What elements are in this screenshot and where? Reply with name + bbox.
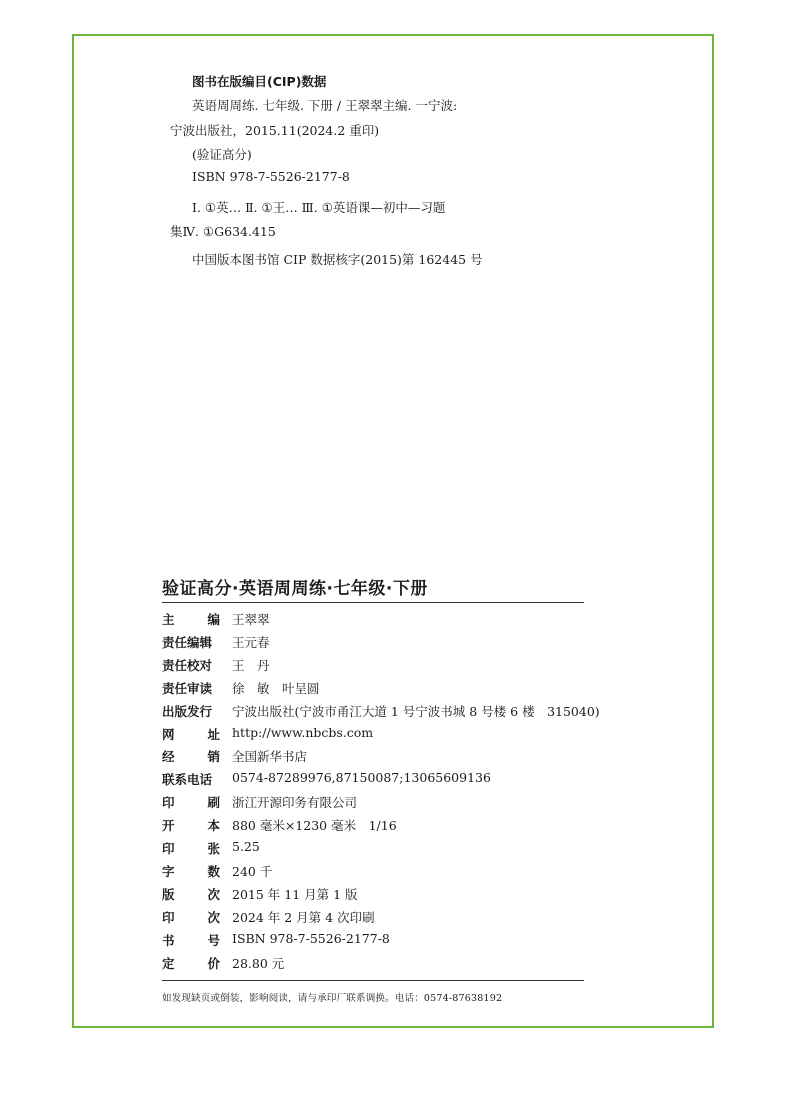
imprint-label [162, 954, 220, 972]
imprint-value: 王 丹 [232, 657, 270, 673]
imprint-row [162, 908, 592, 930]
imprint-label [162, 656, 220, 674]
imprint-value: 880 毫米×1230 毫米 1/16 [232, 818, 397, 834]
imprint-label-part: 次 [207, 909, 220, 925]
imprint-label-part: 网 [162, 726, 175, 742]
imprint-label [162, 862, 220, 880]
title-rule [162, 602, 584, 603]
cip-line-1: 英语周周练. 七年级. 下册 / 王翠翠主编. 一宁波: [192, 98, 458, 113]
imprint-value: 浙江开源印务有限公司 [232, 795, 358, 811]
imprint-value: 28.80 元 [232, 955, 285, 971]
imprint-row [162, 610, 592, 632]
imprint-value: 王元春 [232, 634, 270, 650]
imprint-label [162, 702, 220, 720]
imprint-label [162, 931, 220, 949]
imprint-label [162, 908, 220, 926]
imprint-label-part: 号 [207, 932, 220, 948]
imprint-row [162, 954, 592, 976]
imprint-label [162, 679, 220, 697]
imprint-row [162, 770, 592, 792]
imprint-row [162, 633, 592, 655]
imprint-value: 2024 年 2 月第 4 次印刷 [232, 909, 375, 925]
imprint-row [162, 862, 592, 884]
imprint-value: 王翠翠 [232, 612, 270, 627]
imprint-value: http://www.nbcbs.com [232, 724, 374, 740]
imprint-label-part: 联系电话 [162, 772, 213, 788]
imprint-label [162, 816, 220, 834]
imprint-label-part: 经 [162, 749, 175, 765]
imprint-value: ISBN 978-7-5526-2177-8 [232, 930, 390, 946]
imprint-label-part: 印 [162, 841, 175, 856]
imprint-label-part: 价 [207, 955, 220, 971]
imprint-label-part: 销 [207, 749, 220, 765]
imprint-label [162, 793, 220, 811]
imprint-value: 0574-87289976,87150087;13065609136 [232, 770, 491, 786]
imprint-label [162, 725, 220, 743]
imprint-row [162, 702, 600, 724]
imprint-label-part: 字 [162, 863, 175, 879]
imprint-label-part: 址 [207, 726, 220, 742]
imprint-row [162, 725, 592, 747]
imprint-value: 240 千 [232, 863, 273, 879]
imprint-label-part: 印 [162, 909, 175, 925]
book-title: 验证高分·英语周周练·七年级·下册 [162, 579, 428, 599]
imprint-row [162, 839, 592, 861]
imprint-label [162, 610, 220, 628]
imprint-label-part: 出版发行 [162, 703, 213, 719]
imprint-label [162, 770, 220, 788]
cip-title: 图书在版编目(CIP)数据 [192, 74, 327, 89]
imprint-row [162, 816, 592, 838]
cip-class-line-1: Ⅰ. ①英… Ⅱ. ①王… Ⅲ. ①英语课—初中—习题 [192, 200, 446, 215]
imprint-label-part: 编 [207, 612, 220, 627]
imprint-label-part: 定 [162, 955, 175, 971]
page-frame [72, 34, 714, 1028]
imprint-row [162, 656, 592, 678]
imprint-label [162, 747, 220, 765]
imprint-label-part: 责任校对 [162, 657, 213, 673]
imprint-label-part: 本 [207, 818, 220, 834]
imprint-value: 全国新华书店 [232, 749, 308, 765]
cip-class-line-2: 集Ⅳ. ①G634.415 [170, 224, 276, 239]
imprint-label-part: 数 [207, 863, 220, 879]
imprint-label-part: 书 [162, 932, 175, 948]
imprint-label-part: 开 [162, 818, 175, 834]
imprint-label [162, 839, 220, 857]
cip-verify-line: 中国版本图书馆 CIP 数据核字(2015)第 162445 号 [192, 252, 483, 267]
imprint-label-part: 责任审读 [162, 680, 213, 696]
imprint-label-part: 责任编辑 [162, 634, 213, 650]
imprint-row [162, 747, 592, 769]
cip-line-3: (验证高分) [192, 147, 252, 162]
imprint-label [162, 633, 220, 651]
imprint-row [162, 793, 592, 815]
imprint-value: 2015 年 11 月第 1 版 [232, 886, 358, 902]
imprint-label-part: 刷 [207, 795, 220, 811]
imprint-label [162, 885, 220, 903]
imprint-label-part: 印 [162, 795, 175, 811]
imprint-label-part: 次 [207, 886, 220, 902]
imprint-value: 徐 敏 叶呈圆 [232, 680, 320, 696]
imprint-label-part: 主 [162, 612, 175, 627]
footnote: 如发现缺页或倒装，影响阅读，请与承印厂联系调换。电话：0574-87638192 [162, 993, 503, 1004]
imprint-row [162, 679, 592, 701]
imprint-value: 宁波出版社(宁波市甬江大道 1 号宁波书城 8 号楼 6 楼 315040) [232, 703, 600, 719]
imprint-row [162, 931, 592, 953]
imprint-label-part: 版 [162, 886, 175, 902]
cip-line-2: 宁波出版社，2015.11(2024.2 重印) [170, 123, 380, 138]
imprint-row [162, 885, 592, 907]
imprint-value: 5.25 [232, 839, 260, 854]
footer-rule [162, 980, 584, 981]
cip-isbn: ISBN 978-7-5526-2177-8 [192, 169, 350, 184]
imprint-label-part: 张 [207, 841, 220, 856]
